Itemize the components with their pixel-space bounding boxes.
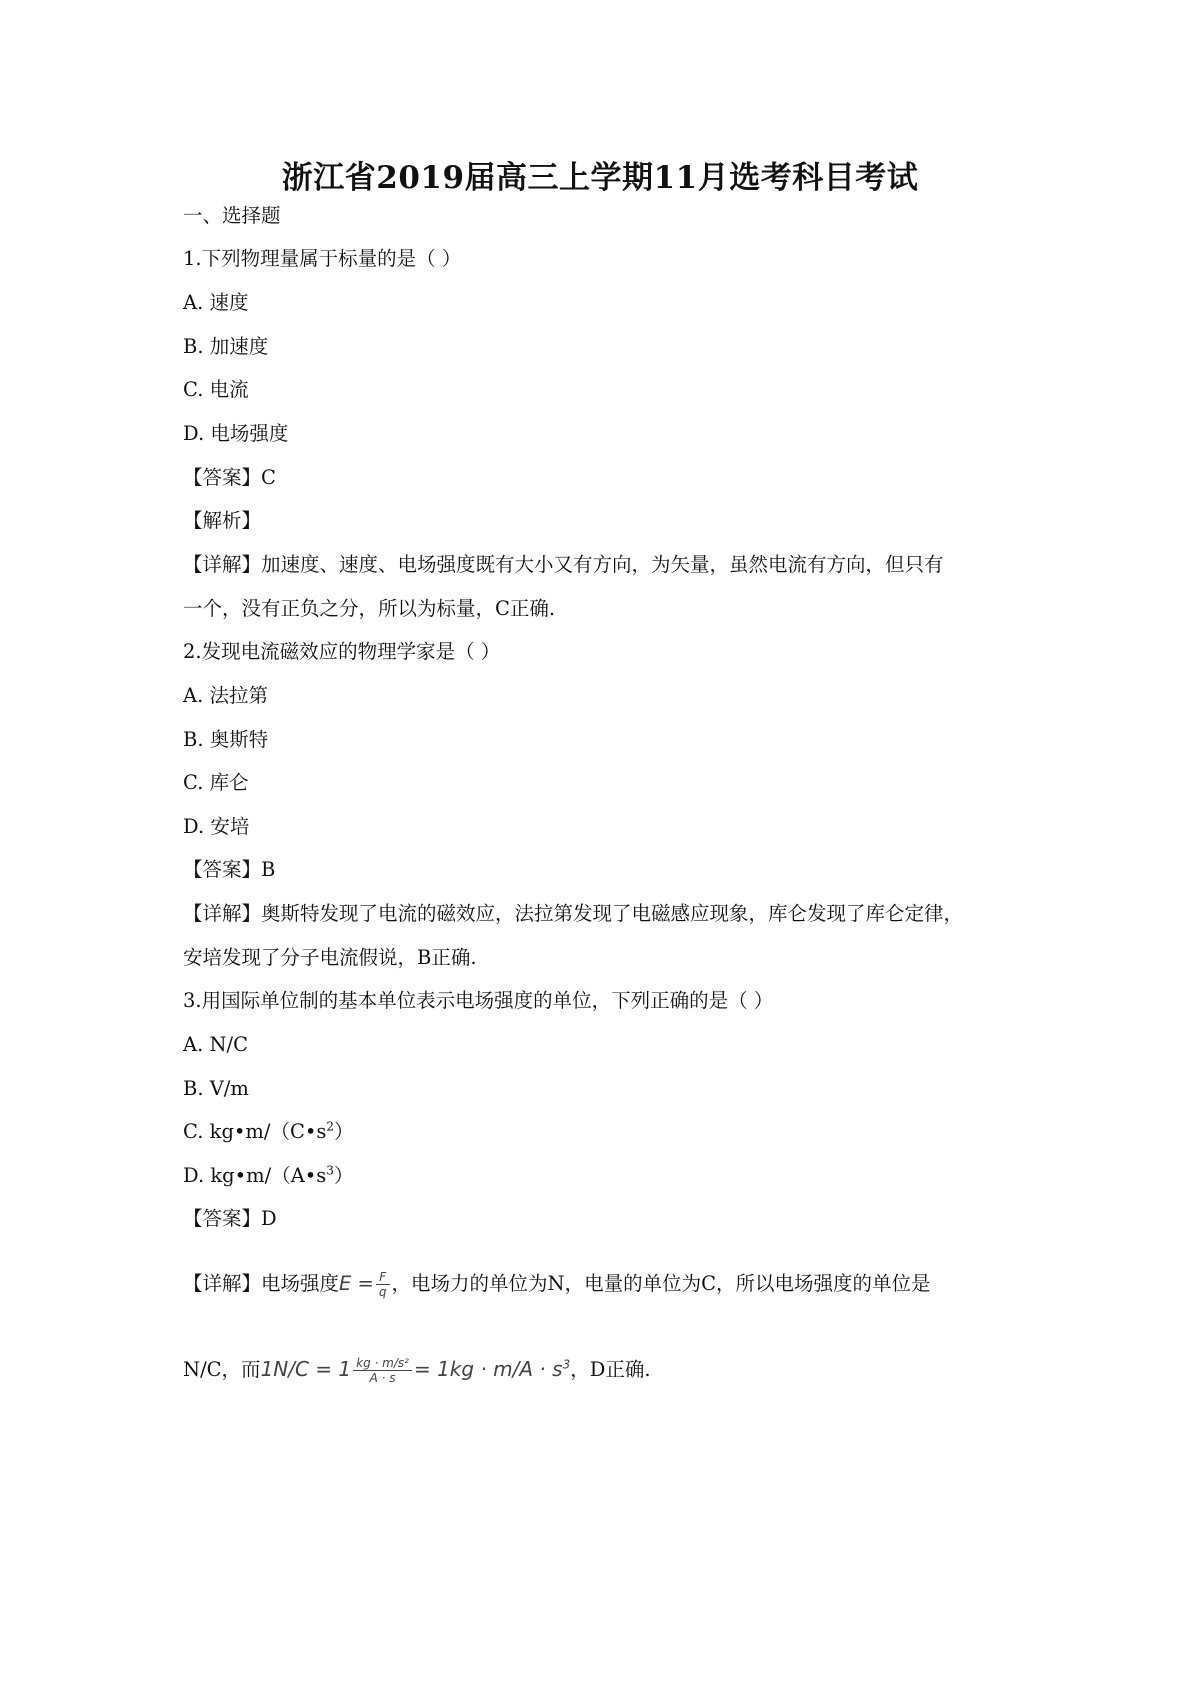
q3-option-c-text: C. kg•m/（C•s (183, 1120, 327, 1143)
unit-fraction-denominator: A · s (369, 1371, 396, 1385)
q3-option-d-close: ） (333, 1164, 354, 1187)
q3-option-c-exponent: 2 (326, 1119, 335, 1134)
q2-option-d: D. 安培 (183, 815, 250, 838)
q1-stem: 1.下列物理量属于标量的是（ ） (183, 247, 462, 270)
q1-detail-line-2: 一个，没有正负之分，所以为标量，C正确. (183, 597, 556, 620)
q2-detail-line-2: 安培发现了分子电流假说，B正确. (183, 946, 477, 969)
q3-option-a: A. N/C (183, 1033, 249, 1056)
q3-detail-line-1 (183, 1270, 930, 1299)
formula-unit-eq-2: = 1kg · m/A · s (413, 1357, 563, 1381)
section-heading: 一、选择题 (183, 204, 281, 227)
fraction-denominator: q (378, 1285, 387, 1299)
q3-detail-2-prefix: N/C，而 (183, 1358, 261, 1381)
q2-option-a: A. 法拉第 (183, 684, 268, 707)
q3-stem: 3.用国际单位制的基本单位表示电场强度的单位，下列正确的是（ ） (183, 989, 774, 1012)
q3-option-d-exponent: 3 (326, 1163, 334, 1178)
q2-answer: 【答案】B (183, 858, 276, 881)
q2-option-c: C. 库仑 (183, 771, 249, 794)
q3-option-c (183, 1119, 354, 1145)
q2-stem: 2.发现电流磁效应的物理学家是（ ） (183, 640, 501, 663)
q3-option-d (183, 1163, 353, 1189)
formula-unit-fraction (353, 1356, 412, 1385)
q1-option-a: A. 速度 (183, 291, 249, 314)
q3-option-c-close: ） (334, 1120, 354, 1143)
formula-e-label: E = (339, 1272, 374, 1295)
formula-unit-eq-1: 1N/C = 1 (260, 1357, 352, 1381)
q3-answer: 【答案】D (183, 1207, 277, 1230)
document-title: 浙江省2019届高三上学期11月选考科目考试 (281, 160, 919, 196)
q2-detail-line-1: 【详解】奥斯特发现了电流的磁效应，法拉第发现了电磁感应现象，库仑发现了库仑定律， (183, 902, 964, 925)
q2-option-b: B. 奥斯特 (183, 728, 269, 751)
fraction-numerator: F (376, 1270, 390, 1285)
q1-detail-line-1: 【详解】加速度、速度、电场强度既有大小又有方向，为矢量，虽然电流有方向，但只有 (183, 553, 944, 576)
q1-option-d: D. 电场强度 (183, 422, 289, 445)
q3-detail-2-suffix: ，D正确. (570, 1358, 651, 1381)
formula-unit-exponent: 3 (562, 1357, 571, 1372)
q3-option-d-text: D. kg•m/（A•s (183, 1164, 327, 1187)
q1-answer: 【答案】C (183, 466, 276, 489)
q3-option-b: B. V/m (183, 1077, 249, 1100)
q3-detail-line-2 (183, 1356, 651, 1385)
unit-fraction-numerator: kg · m/s² (353, 1356, 412, 1371)
q1-analysis-label: 【解析】 (183, 509, 262, 532)
q1-option-c: C. 电流 (183, 378, 249, 401)
q3-detail-1-suffix: ，电场力的单位为N，电量的单位为C，所以电场强度的单位是 (391, 1272, 931, 1295)
q3-detail-1-prefix: 【详解】电场强度 (183, 1272, 340, 1295)
q1-option-b: B. 加速度 (183, 335, 269, 358)
formula-f-over-q (376, 1270, 390, 1299)
